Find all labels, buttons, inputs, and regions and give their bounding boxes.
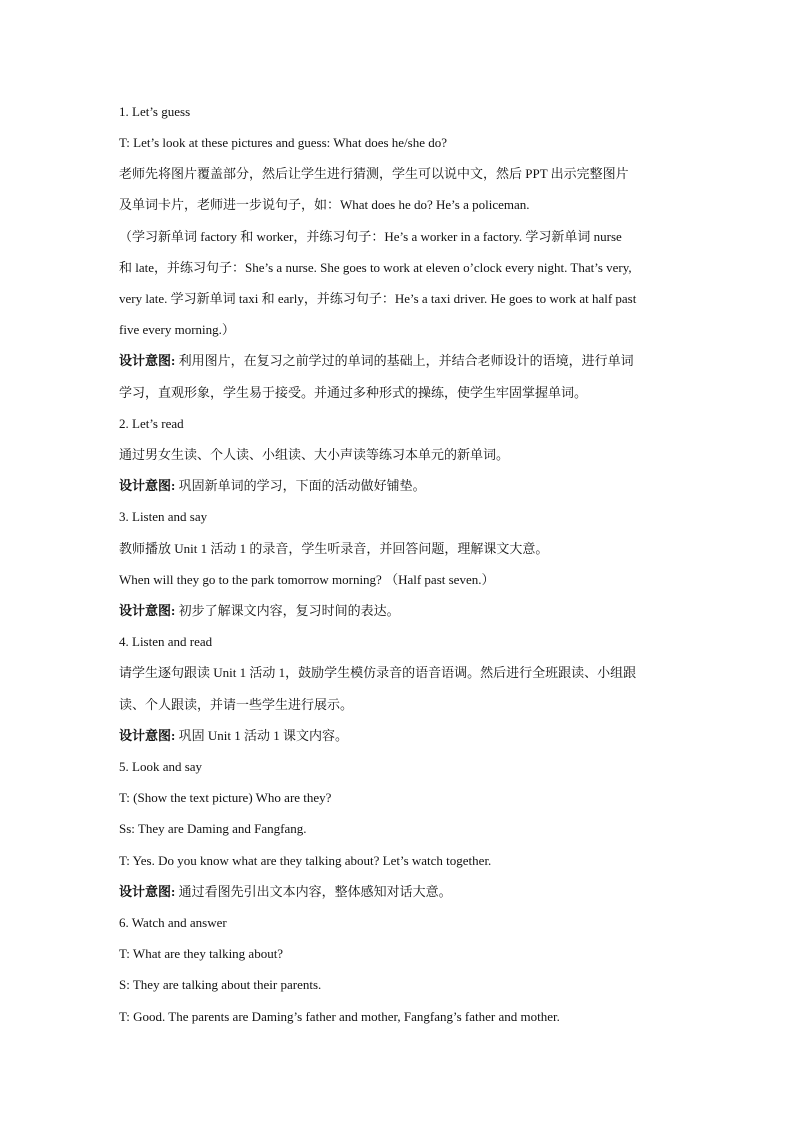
section-heading-listen-and-say: 3. Listen and say xyxy=(119,509,208,524)
design-intent-line xyxy=(119,883,679,901)
dialogue-line: T: Good. The parents are Daming’s father and mother, Fangfang’s father and mother. xyxy=(119,1009,560,1024)
paragraph-line: （学习新单词 factory 和 worker，并练习句子：He’s a worker in a factory. 学习新单词 nurse xyxy=(119,229,622,244)
section-heading-watch-and-answer: 6. Watch and answer xyxy=(119,915,227,930)
design-intent-label: 设计意图: xyxy=(119,884,176,899)
paragraph-line: When will they go to the park tomorrow morning? （Half past seven.） xyxy=(119,572,495,587)
design-intent-line xyxy=(119,477,679,495)
design-intent-label: 设计意图: xyxy=(119,603,176,618)
section-heading-listen-and-read: 4. Listen and read xyxy=(119,634,213,649)
paragraph-line: 和 late，并练习句子：She’s a nurse. She goes to work at eleven o’clock every night. That’s very, xyxy=(119,260,632,275)
paragraph-line: 学习，直观形象，学生易于接受。并通过多种形式的操练，使学生牢固掌握单词。 xyxy=(119,385,588,400)
design-intent-label: 设计意图: xyxy=(119,478,176,493)
design-intent-text: 利用图片，在复习之前学过的单词的基础上，并结合老师设计的语境，进行单词 xyxy=(175,353,634,368)
paragraph-line: 通过男女生读、个人读、小组读、大小声读等练习本单元的新单词。 xyxy=(119,447,510,462)
design-intent-text: 通过看图先引出文本内容，整体感知对话大意。 xyxy=(175,884,452,899)
design-intent-label: 设计意图: xyxy=(119,353,176,368)
design-intent-label: 设计意图: xyxy=(119,728,176,743)
dialogue-line: T: (Show the text picture) Who are they? xyxy=(119,790,332,805)
paragraph-line: 教师播放 Unit 1 活动 1 的录音，学生听录音，并回答问题，理解课文大意。 xyxy=(119,541,549,556)
paragraph-line: 及单词卡片，老师进一步说句子，如：What does he do? He’s a policeman. xyxy=(119,197,530,212)
paragraph-line: very late. 学习新单词 taxi 和 early，并练习句子：He’s a taxi driver. He goes to work at half past xyxy=(119,291,637,306)
dialogue-line: T: What are they talking about? xyxy=(119,946,284,961)
paragraph-line: 请学生逐句跟读 Unit 1 活动 1，鼓励学生模仿录音的语音语调。然后进行全班跟读、小组跟 xyxy=(119,665,637,680)
design-intent-line xyxy=(119,727,679,745)
design-intent-line xyxy=(119,352,679,370)
dialogue-line: T: Yes. Do you know what are they talking about? Let’s watch together. xyxy=(119,853,492,868)
teacher-line: T: Let’s look at these pictures and guess: What does he/she do? xyxy=(119,135,448,150)
paragraph-line: 读、个人跟读，并请一些学生进行展示。 xyxy=(119,697,354,712)
dialogue-line: S: They are talking about their parents. xyxy=(119,977,322,992)
design-intent-text: 巩固新单词的学习，下面的活动做好铺垫。 xyxy=(175,478,426,493)
paragraph-line: 老师先将图片覆盖部分，然后让学生进行猜测，学生可以说中文，然后 PPT 出示完整图片 xyxy=(119,166,629,181)
section-heading-look-and-say: 5. Look and say xyxy=(119,759,203,774)
design-intent-text: 巩固 Unit 1 活动 1 课文内容。 xyxy=(175,728,348,743)
paragraph-line: five every morning.） xyxy=(119,322,235,337)
dialogue-line: Ss: They are Daming and Fangfang. xyxy=(119,821,307,836)
section-heading-lets-guess: 1. Let’s guess xyxy=(119,104,191,119)
design-intent-line xyxy=(119,602,679,620)
design-intent-text: 初步了解课文内容，复习时间的表达。 xyxy=(175,603,400,618)
section-heading-lets-read: 2. Let’s read xyxy=(119,416,184,431)
